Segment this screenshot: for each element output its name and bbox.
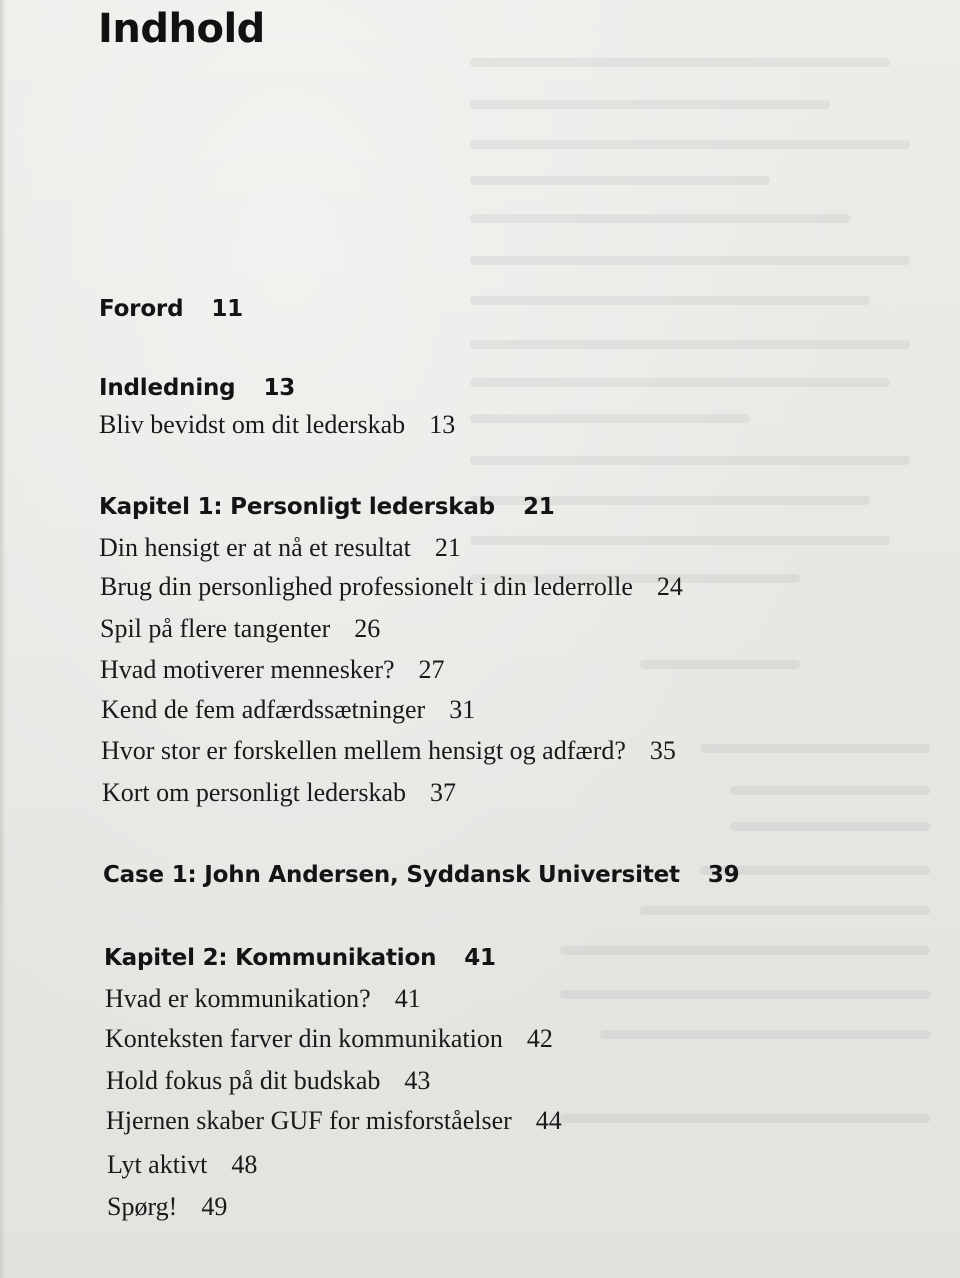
toc-entry-title: Spørg! <box>107 1192 178 1221</box>
toc-subentry <box>100 572 683 602</box>
toc-entry-title: Hvor stor er forskellen mellem hensigt og adfærd? <box>101 736 626 765</box>
toc-subentry <box>99 533 461 563</box>
toc-entry-title: Hvad er kommunikation? <box>105 984 371 1013</box>
toc-heading-kapitel-1 <box>99 494 555 520</box>
toc-page-number: 48 <box>231 1150 258 1179</box>
toc-subentry <box>100 614 380 644</box>
toc-entry-title: Brug din personlighed professionelt i din lederrolle <box>100 572 633 601</box>
toc-page-number: 24 <box>656 572 683 601</box>
toc-entry-title: Hvad motiverer mennesker? <box>100 655 395 684</box>
toc-page-number: 11 <box>211 296 243 322</box>
toc-page-number: 41 <box>464 945 496 971</box>
toc-page-number: 49 <box>201 1192 228 1221</box>
toc-entry-title: Kend de fem adfærdssætninger <box>101 695 426 724</box>
page-title: Indhold <box>98 6 265 52</box>
toc-page-number: 21 <box>434 533 461 562</box>
toc-entry-title: Lyt aktivt <box>107 1150 208 1179</box>
toc-page-number: 43 <box>404 1066 431 1095</box>
toc-subentry <box>101 736 676 766</box>
toc-page-number: 13 <box>429 410 456 439</box>
toc-subentry <box>106 1066 430 1096</box>
toc-page-number: 41 <box>394 984 421 1013</box>
toc-page-number: 39 <box>707 862 740 888</box>
toc-subentry <box>105 984 421 1014</box>
toc-heading-forord <box>99 296 243 322</box>
toc-entry-title: Hjernen skaber GUF for misforståelser <box>106 1106 512 1135</box>
toc-page-number: 21 <box>522 494 555 520</box>
toc-heading-indledning <box>99 375 295 401</box>
toc-entry-title: Indledning <box>99 375 236 401</box>
toc-entry-title: Forord <box>99 296 184 322</box>
toc-entry-title: Kapitel 2: Kommunikation <box>104 945 437 971</box>
toc-subentry <box>100 655 445 685</box>
toc-subentry <box>107 1150 257 1180</box>
toc-heading-kapitel-2 <box>104 945 496 971</box>
toc-page-number: 37 <box>430 778 456 807</box>
toc-entry-title: Bliv bevidst om dit lederskab <box>99 410 406 439</box>
toc-page-number: 35 <box>649 736 676 765</box>
toc-entry-title: Kort om personligt lederskab <box>102 778 406 807</box>
toc-page-number: 13 <box>263 375 296 401</box>
toc-subentry <box>106 1106 562 1136</box>
toc-entry-title: Hold fokus på dit budskab <box>106 1066 381 1095</box>
toc-subentry <box>102 778 456 808</box>
toc-page-number: 44 <box>535 1106 562 1135</box>
toc-page-number: 27 <box>418 655 445 684</box>
toc-entry-title: Case 1: John Andersen, Syddansk Universitet <box>103 862 680 888</box>
page-edge-shadow <box>0 0 6 1278</box>
toc-subentry <box>99 410 455 440</box>
toc-entry-title: Kapitel 1: Personligt lederskab <box>99 494 495 520</box>
toc-entry-title: Spil på flere tangenter <box>100 614 331 643</box>
toc-subentry <box>107 1192 227 1222</box>
toc-entry-title: Konteksten farver din kommunikation <box>105 1024 503 1053</box>
toc-subentry <box>105 1024 553 1054</box>
toc-heading-case-1 <box>103 862 739 888</box>
toc-page-number: 26 <box>354 614 381 643</box>
toc-entry-title: Din hensigt er at nå et resultat <box>99 533 411 562</box>
toc-page-number: 31 <box>449 695 476 724</box>
toc-subentry <box>101 695 475 725</box>
toc-page-number: 42 <box>526 1024 553 1053</box>
